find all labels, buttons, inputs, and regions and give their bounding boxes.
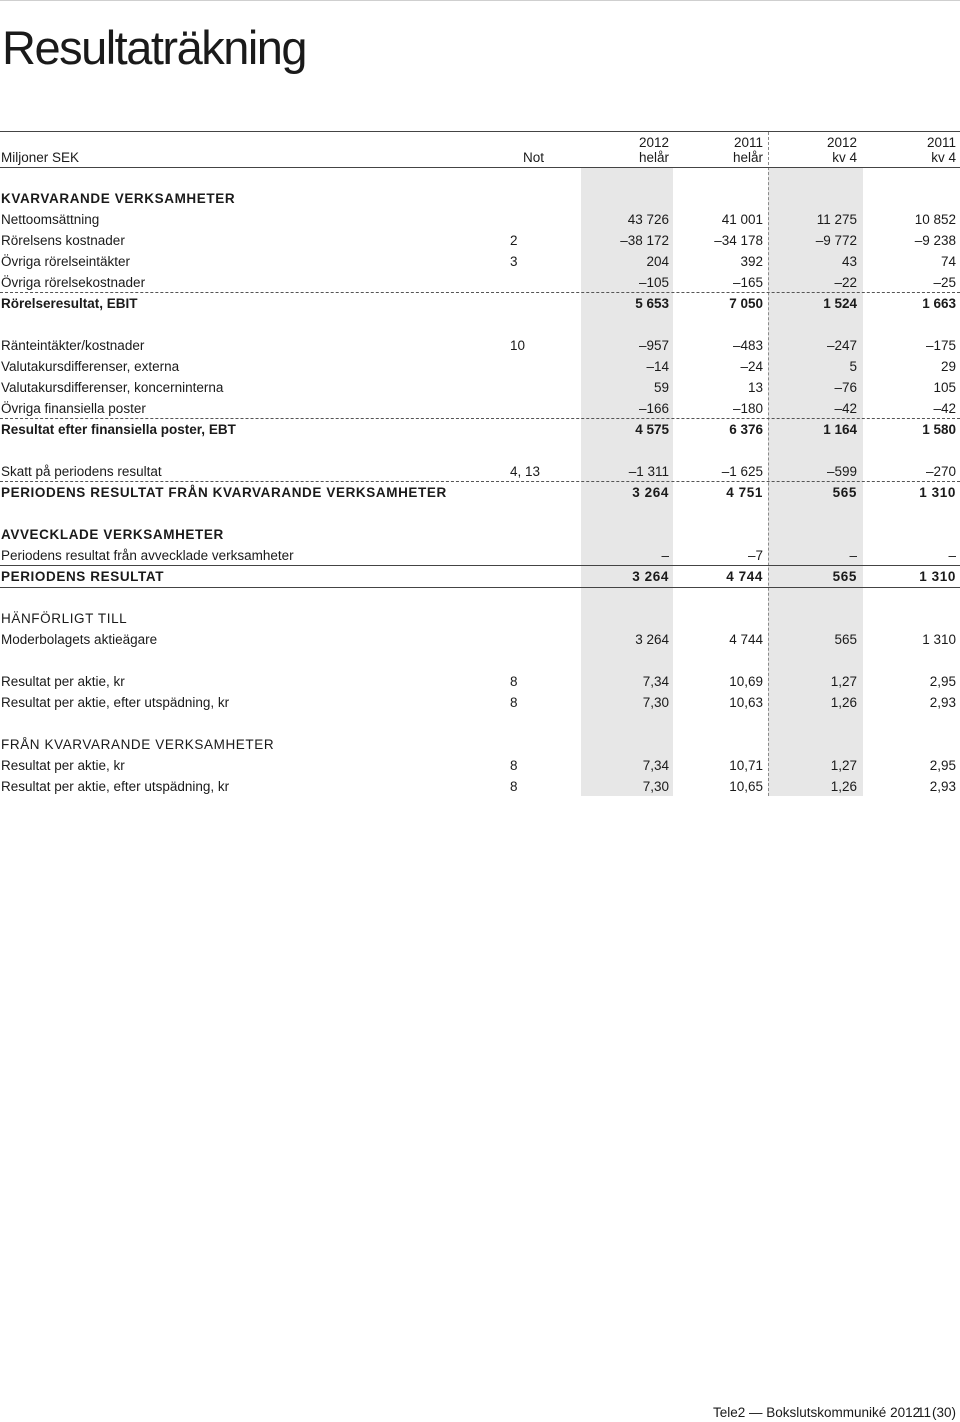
table-row-valuta-externa <box>0 356 960 377</box>
value-2011-helar: –180 <box>732 401 763 416</box>
table-row-periodens-resultat <box>0 566 960 587</box>
value-2012-kv4: 1 164 <box>823 422 857 437</box>
row-note: 8 <box>510 758 518 773</box>
table-row-ovriga-rorelseintakter <box>0 251 960 272</box>
row-label: Rörelsens kostnader <box>1 233 125 248</box>
row-note: 8 <box>510 674 518 689</box>
value-2012-helar: 59 <box>653 380 669 395</box>
row-note: 8 <box>510 779 518 794</box>
value-2011-kv4: –9 238 <box>914 233 956 248</box>
value-2011-helar: 6 376 <box>729 422 763 437</box>
value-2012-helar: 7,30 <box>642 779 669 794</box>
value-2012-helar: 5 653 <box>635 296 669 311</box>
table-row-ranteintakter <box>0 335 960 356</box>
row-label: Nettoomsättning <box>1 212 100 227</box>
value-2012-kv4: –76 <box>834 380 857 395</box>
value-2011-helar: –483 <box>732 338 763 353</box>
value-2012-kv4: –247 <box>826 338 857 353</box>
value-2011-helar: 13 <box>747 380 763 395</box>
value-2012-kv4: 1 524 <box>823 296 857 311</box>
value-2012-helar: 7,30 <box>642 695 669 710</box>
value-2011-helar: 4 744 <box>729 632 763 647</box>
value-2011-kv4: 1 310 <box>922 632 956 647</box>
table-row-nettoomsattning <box>0 209 960 230</box>
row-label: Resultat per aktie, kr <box>1 674 125 689</box>
value-2011-helar: 10,69 <box>729 674 763 689</box>
row-label: Ränteintäkter/kostnader <box>1 338 145 353</box>
value-2011-kv4: 2,95 <box>929 674 956 689</box>
row-label: Valutakursdifferenser, externa <box>1 359 180 374</box>
page-title: Resultaträkning <box>2 21 307 74</box>
table-row-ovriga-rorelsekostnader <box>0 272 960 293</box>
footer-page-number: 11 <box>917 1405 932 1420</box>
row-label: Periodens resultat från avvecklade verksamheter <box>1 548 294 563</box>
header-col-2-period: helår <box>732 150 763 165</box>
value-2012-helar: 204 <box>646 254 669 269</box>
value-2011-kv4: 2,93 <box>929 695 956 710</box>
row-label: Rörelseresultat, EBIT <box>1 296 138 311</box>
row-label: PERIODENS RESULTAT FRÅN KVARVARANDE VERKSAMHETER <box>1 485 447 500</box>
value-2011-kv4: 74 <box>940 254 956 269</box>
header-col-3-year: 2012 <box>826 135 857 150</box>
value-2011-helar: 7 050 <box>729 296 763 311</box>
footer-page-total: (30) <box>932 1405 957 1420</box>
value-2012-kv4: 1,26 <box>830 695 857 710</box>
value-2011-helar: –34 178 <box>714 233 763 248</box>
value-2011-helar: 10,63 <box>729 695 763 710</box>
row-note: 8 <box>510 695 518 710</box>
value-2011-helar: 41 001 <box>721 212 763 227</box>
value-2012-kv4: 1,26 <box>830 779 857 794</box>
section-heading-fran-kvarvarande: FRÅN KVARVARANDE VERKSAMHETER <box>1 737 275 752</box>
row-label: Resultat efter finansiella poster, EBT <box>1 422 236 437</box>
value-2011-helar: –7 <box>747 548 763 563</box>
value-2012-helar: 43 726 <box>627 212 669 227</box>
row-note: 4, 13 <box>510 464 541 479</box>
value-2012-helar: –38 172 <box>620 233 669 248</box>
value-2012-kv4: 565 <box>832 569 857 584</box>
value-2011-kv4: 10 852 <box>914 212 956 227</box>
value-2012-kv4: –9 772 <box>815 233 857 248</box>
value-2012-helar: –166 <box>638 401 669 416</box>
table-row-resultat-kvarvarande <box>0 482 960 503</box>
value-2012-kv4: 5 <box>849 359 857 374</box>
value-2011-kv4: 29 <box>940 359 956 374</box>
value-2012-helar: 3 264 <box>632 485 669 500</box>
value-2012-kv4: – <box>849 548 857 563</box>
value-2012-kv4: 1,27 <box>830 674 857 689</box>
value-2012-kv4: 11 275 <box>816 212 857 227</box>
section-heading-hanforligt: HÄNFÖRLIGT TILL <box>1 611 128 626</box>
value-2012-kv4: 1,27 <box>830 758 857 773</box>
section-heading-avvecklade: AVVECKLADE VERKSAMHETER <box>1 527 224 542</box>
row-label: Skatt på periodens resultat <box>1 464 162 479</box>
section-heading-kvarvarande: KVARVARANDE VERKSAMHETER <box>1 191 236 206</box>
value-2012-kv4: 565 <box>832 485 857 500</box>
value-2011-kv4: –42 <box>933 401 956 416</box>
value-2011-kv4: 105 <box>933 380 956 395</box>
value-2011-kv4: –270 <box>925 464 956 479</box>
value-2011-helar: 10,71 <box>729 758 763 773</box>
value-2012-helar: –105 <box>638 275 669 290</box>
row-label: Övriga rörelseintäkter <box>1 254 131 269</box>
row-label: PERIODENS RESULTAT <box>1 569 165 584</box>
top-border <box>0 0 960 1</box>
row-note: 3 <box>510 254 518 269</box>
header-col-4-year: 2011 <box>926 135 956 150</box>
table-row-kvarvarande-per-aktie-utspadning <box>0 776 960 797</box>
value-2012-helar: 4 575 <box>635 422 669 437</box>
value-2011-helar: 4 744 <box>726 569 763 584</box>
value-2011-helar: 392 <box>740 254 763 269</box>
value-2011-kv4: 1 310 <box>919 485 956 500</box>
value-2012-helar: 3 264 <box>632 569 669 584</box>
header-not-label: Not <box>523 150 545 165</box>
value-2011-kv4: 1 580 <box>922 422 956 437</box>
header-col-3-period: kv 4 <box>832 150 857 165</box>
row-label: Resultat per aktie, efter utspädning, kr <box>1 695 230 710</box>
row-note: 2 <box>510 233 518 248</box>
value-2011-kv4: 2,95 <box>929 758 956 773</box>
header-col-1-year: 2012 <box>638 135 669 150</box>
value-2012-kv4: –42 <box>834 401 857 416</box>
header-top-rule <box>0 131 960 132</box>
header-bottom-rule <box>0 167 960 168</box>
value-2012-kv4: –22 <box>834 275 857 290</box>
value-2012-helar: 7,34 <box>642 674 669 689</box>
value-2012-kv4: –599 <box>826 464 857 479</box>
row-separator <box>0 587 960 588</box>
footer-report-name: Tele2 — Bokslutskommuniké 2012 <box>713 1405 921 1420</box>
table-row-ebit <box>0 293 960 314</box>
value-2011-kv4: 2,93 <box>929 779 956 794</box>
value-2012-kv4: 565 <box>834 632 857 647</box>
value-2011-kv4: –175 <box>925 338 956 353</box>
table-row-rorelsens-kostnader <box>0 230 960 251</box>
value-2011-kv4: –25 <box>933 275 956 290</box>
row-note: 10 <box>510 338 526 353</box>
table-row-kvarvarande-per-aktie <box>0 755 960 776</box>
table-row-skatt <box>0 461 960 482</box>
table-row-valuta-koncerninterna <box>0 377 960 398</box>
row-label: Valutakursdifferenser, koncerninterna <box>1 380 224 395</box>
table-row-ovriga-finansiella <box>0 398 960 419</box>
value-2011-kv4: 1 663 <box>922 296 956 311</box>
row-label: Övriga finansiella poster <box>1 401 146 416</box>
value-2011-helar: –165 <box>732 275 763 290</box>
value-2012-kv4: 43 <box>841 254 857 269</box>
table-row-resultat-per-aktie-utspadning <box>0 692 960 713</box>
value-2011-helar: –1 625 <box>721 464 763 479</box>
row-label: Resultat per aktie, kr <box>1 758 125 773</box>
value-2012-helar: 7,34 <box>642 758 669 773</box>
table-row-resultat-per-aktie <box>0 671 960 692</box>
row-label: Moderbolagets aktieägare <box>1 632 158 647</box>
value-2012-helar: –14 <box>646 359 669 374</box>
header-col-2-year: 2011 <box>733 135 763 150</box>
value-2011-kv4: – <box>948 548 956 563</box>
header-col-4-period: kv 4 <box>931 150 956 165</box>
value-2011-kv4: 1 310 <box>919 569 956 584</box>
table-row-resultat-avvecklade <box>0 545 960 566</box>
value-2011-helar: –24 <box>740 359 763 374</box>
header-unit-label: Miljoner SEK <box>1 150 80 165</box>
value-2012-helar: 3 264 <box>635 632 669 647</box>
row-label: Resultat per aktie, efter utspädning, kr <box>1 779 230 794</box>
value-2012-helar: –957 <box>638 338 669 353</box>
value-2012-helar: –1 311 <box>628 464 669 479</box>
table-row-moderbolagets-aktieagare <box>0 629 960 650</box>
header-col-1-period: helår <box>638 150 669 165</box>
value-2012-helar: – <box>661 548 669 563</box>
value-2011-helar: 4 751 <box>726 485 763 500</box>
table-row-ebt <box>0 419 960 440</box>
value-2011-helar: 10,65 <box>729 779 763 794</box>
row-label: Övriga rörelsekostnader <box>1 275 146 290</box>
